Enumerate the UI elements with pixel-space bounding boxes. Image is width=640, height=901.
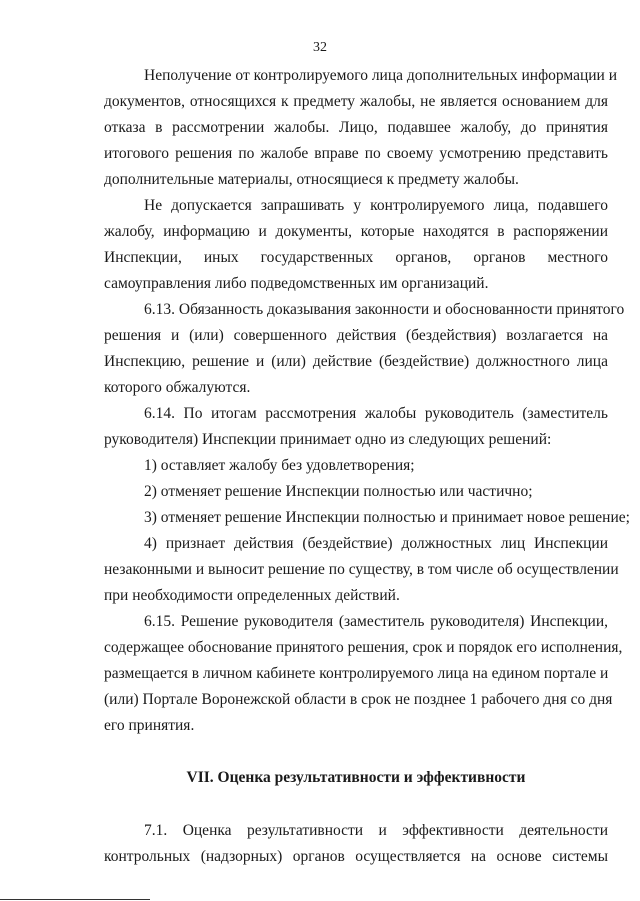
text-line: жалобу, информацию и документы, которые находятся в распоряжении <box>104 223 608 240</box>
text-line: дополнительные материалы, относящиеся к предмету жалобы. <box>104 171 519 188</box>
paragraph <box>104 479 608 505</box>
paragraph <box>104 531 619 609</box>
text-line: Неполучение от контролируемого лица дополнительных информации и <box>144 67 618 84</box>
text-line: его принятия. <box>104 717 195 734</box>
text-line: размещается в личном кабинете контролируемого лица на едином портале и <box>104 665 609 682</box>
paragraph <box>104 63 618 193</box>
page-number: 32 <box>313 40 327 55</box>
text-line: 6.15. Решение руководителя (заместитель руководителя) Инспекции, <box>144 613 608 630</box>
text-line: Инспекции, иных государственных органов, органов местного <box>104 249 608 266</box>
text-line: документов, относящихся к предмету жалобы, не является основанием для <box>104 93 608 110</box>
text-line: 1) оставляет жалобу без удовлетворения; <box>144 457 415 474</box>
footnote-separator <box>0 899 150 900</box>
text-line: Не допускается запрашивать у контролируемого лица, подавшего <box>144 197 608 214</box>
document-body <box>104 63 630 870</box>
text-line: (или) Портале Воронежской области в срок не позднее 1 рабочего дня со дня <box>104 691 613 708</box>
text-line: Инспекцию, решение и (или) действие (бездействие) должностного лица <box>104 353 608 370</box>
paragraph <box>104 297 625 401</box>
paragraph <box>104 401 608 453</box>
text-line: контрольных (надзорных) органов осуществляется на основе системы <box>104 848 608 865</box>
text-line: содержащее обоснование принятого решения, срок и порядок его исполнения, <box>104 639 623 656</box>
paragraph <box>104 453 608 479</box>
text-line: которого обжалуются. <box>104 379 251 396</box>
text-line: самоуправления либо подведомственных им организаций. <box>104 275 489 292</box>
text-line: решения и (или) совершенного действия (бездействия) возлагается на <box>104 327 608 344</box>
paragraph <box>104 818 608 870</box>
section-heading: VII. Оценка результативности и эффективности <box>186 769 526 786</box>
text-line: руководителя) Инспекции принимает одно из следующих решений: <box>104 431 552 448</box>
paragraph <box>104 505 630 531</box>
text-line: 3) отменяет решение Инспекции полностью и принимает новое решение; <box>144 509 630 526</box>
text-line: 7.1. Оценка результативности и эффективности деятельности <box>144 822 608 839</box>
text-line: 2) отменяет решение Инспекции полностью или частично; <box>144 483 533 500</box>
text-line: незаконными и выносит решение по существу, в том числе об осуществлении <box>104 561 619 578</box>
text-line: при необходимости определенных действий. <box>104 587 400 604</box>
text-line: 6.13. Обязанность доказывания законности и обоснованности принятого <box>144 301 625 318</box>
text-line: 6.14. По итогам рассмотрения жалобы руководитель (заместитель <box>144 405 608 422</box>
text-line: отказа в рассмотрении жалобы. Лицо, подавшее жалобу, до принятия <box>104 119 608 136</box>
text-line: 4) признает действия (бездействие) должностных лиц Инспекции <box>144 535 608 552</box>
paragraph <box>104 193 608 297</box>
paragraph <box>104 609 623 739</box>
text-line: итогового решения по жалобе вправе по своему усмотрению представить <box>104 145 608 162</box>
